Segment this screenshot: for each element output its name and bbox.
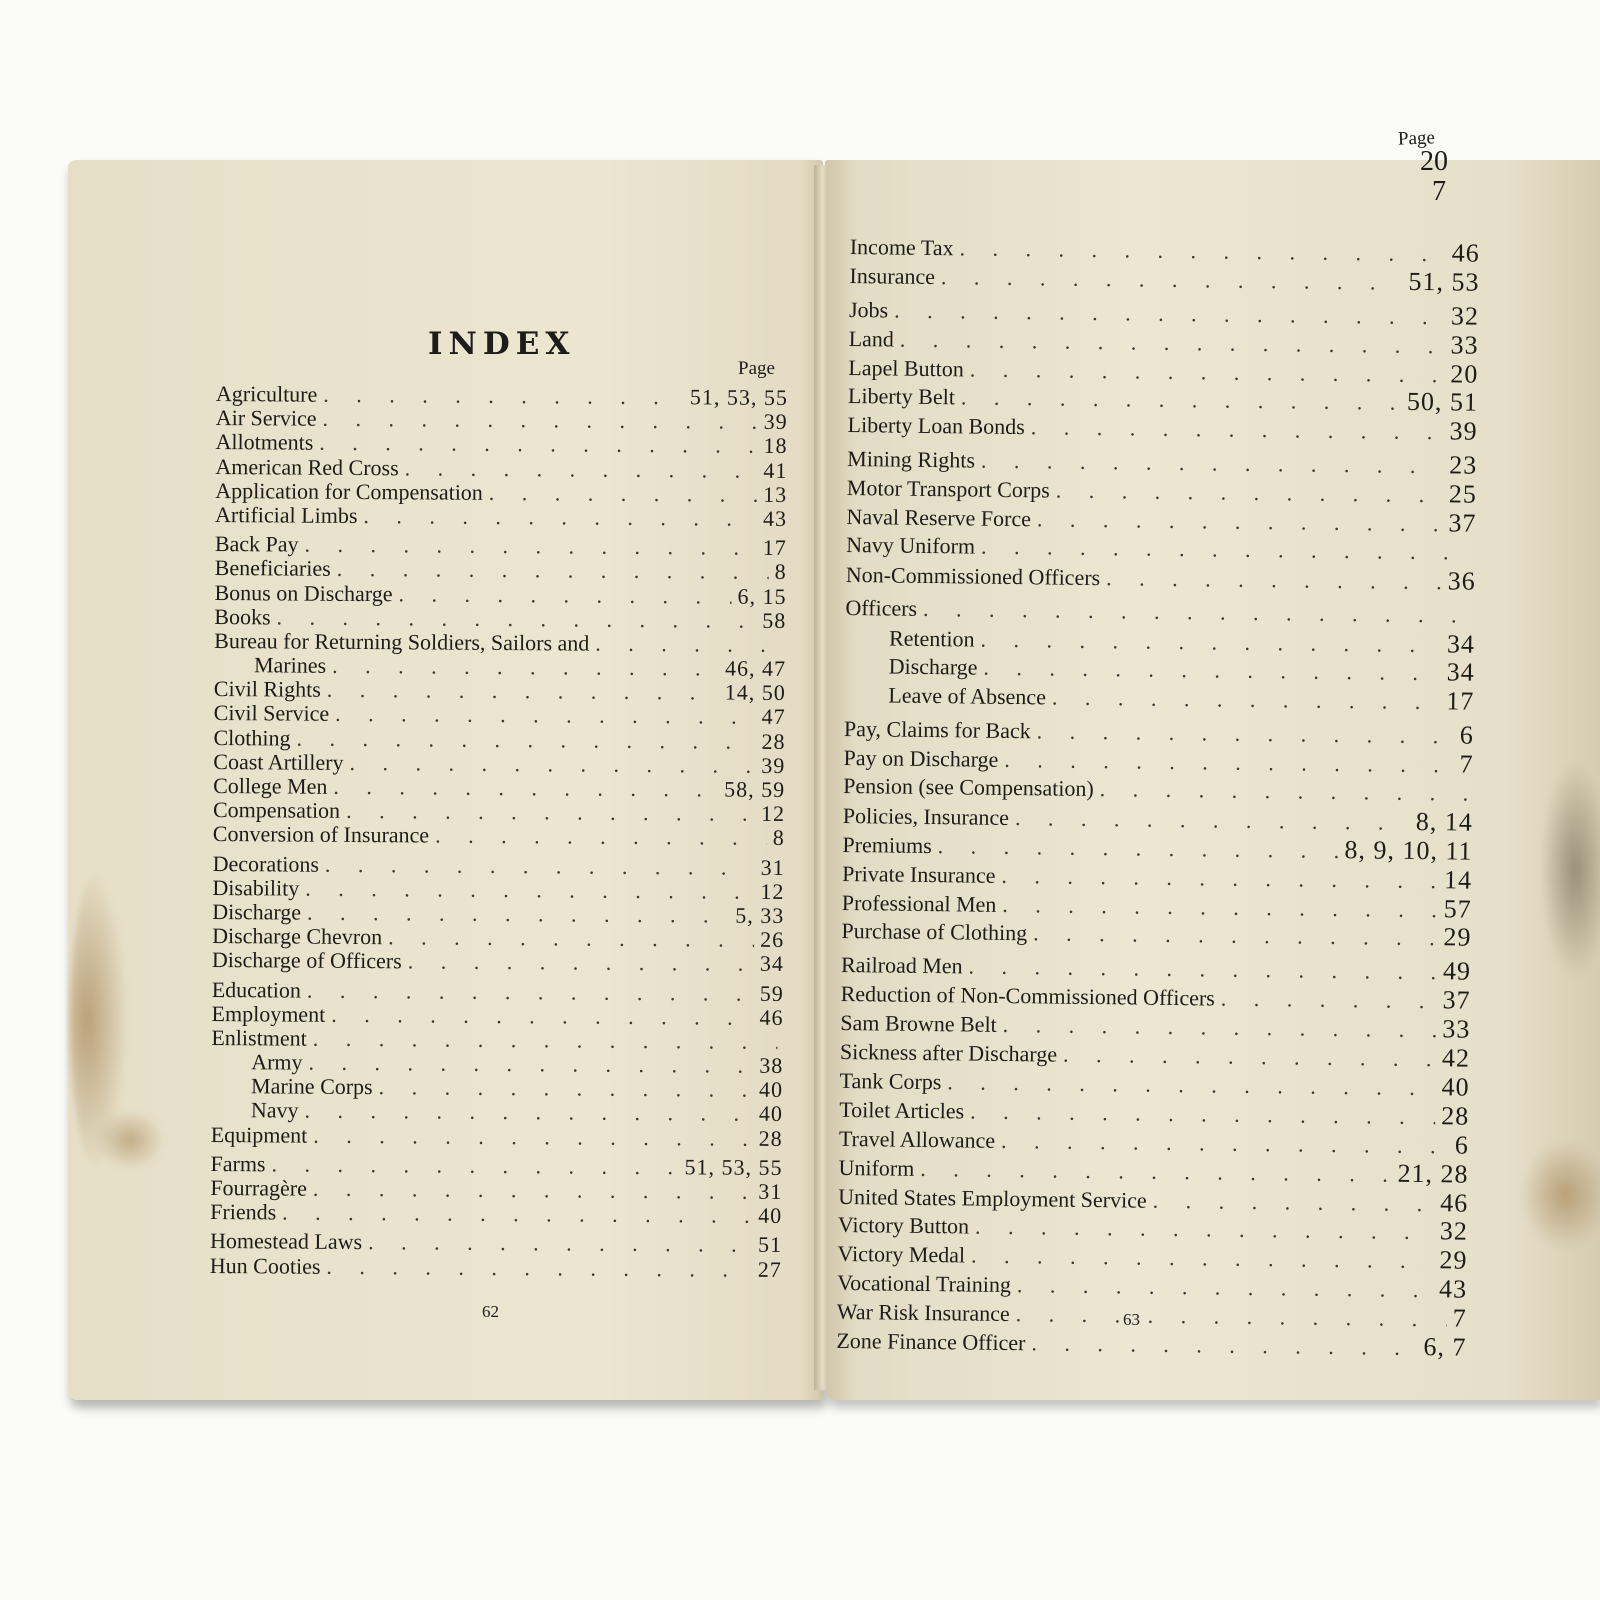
dot-leader xyxy=(1100,775,1468,807)
index-term: Bonus on Discharge xyxy=(214,579,393,606)
index-page-refs: 37 xyxy=(1448,508,1477,538)
index-term: Beneficiaries xyxy=(214,555,331,582)
dot-leader xyxy=(1052,684,1441,717)
index-term: Hun Cooties xyxy=(209,1252,321,1279)
index-term: Victory Button xyxy=(837,1212,970,1239)
dot-leader xyxy=(313,1177,753,1204)
dot-leader xyxy=(1002,891,1438,924)
index-page-refs: 6, 15 xyxy=(737,583,787,609)
index-term: Income Tax xyxy=(849,233,954,261)
index-term: Land xyxy=(848,325,895,352)
index-page-refs: 51 xyxy=(757,1232,783,1258)
dot-leader xyxy=(938,832,1339,865)
dot-leader xyxy=(323,383,684,410)
index-page-refs: 21, 28 xyxy=(1397,1158,1469,1189)
index-term: Employment xyxy=(211,1000,326,1027)
index-term: Agriculture xyxy=(215,381,318,407)
index-page-refs: 28 xyxy=(761,728,786,754)
index-page-refs: 12 xyxy=(760,801,786,827)
dot-leader xyxy=(1063,1041,1436,1074)
index-page-refs: 32 xyxy=(1439,1216,1469,1247)
index-term: Disability xyxy=(212,874,300,901)
index-term: Back Pay xyxy=(214,531,299,557)
index-page-refs: 13 xyxy=(763,481,788,507)
index-page-refs: 39 xyxy=(1449,416,1478,447)
index-term: Jobs xyxy=(848,296,889,323)
index-term: Clothing xyxy=(213,724,291,751)
index-entry xyxy=(210,1254,782,1282)
index-term: Toilet Articles xyxy=(839,1096,965,1124)
index-page-refs: 28 xyxy=(758,1125,783,1151)
dot-leader xyxy=(941,263,1403,297)
index-term: Discharge of Officers xyxy=(211,947,402,974)
index-term: Coast Artillery xyxy=(213,748,344,775)
dot-leader xyxy=(337,557,769,584)
index-term: Decorations xyxy=(212,850,320,877)
dot-leader xyxy=(1033,920,1438,953)
index-term: Mining Rights xyxy=(847,446,976,473)
index-page-refs: 27 xyxy=(757,1256,782,1282)
index-entry xyxy=(210,1200,782,1228)
index-page-refs: 20 xyxy=(1450,358,1479,389)
index-term: Liberty Loan Bonds xyxy=(847,412,1025,440)
dot-leader xyxy=(1037,718,1455,751)
dot-leader xyxy=(975,1213,1434,1247)
page-number: 63 xyxy=(1123,1310,1140,1329)
dot-leader xyxy=(1015,804,1410,837)
index-page-refs: 36 xyxy=(1447,566,1476,596)
dot-leader xyxy=(1001,1127,1449,1160)
dot-leader xyxy=(304,533,756,560)
dot-leader xyxy=(271,1152,678,1179)
dot-leader xyxy=(349,751,755,778)
dot-leader xyxy=(920,1155,1392,1189)
dot-leader xyxy=(1106,564,1442,596)
index-term: Conversion of Insurance xyxy=(212,821,430,848)
dot-leader xyxy=(1153,1186,1435,1217)
index-entry xyxy=(212,948,784,976)
index-page-refs: 41 xyxy=(763,457,788,483)
index-term: Victory Medal xyxy=(837,1241,966,1268)
index-page-refs: 57 xyxy=(1443,893,1472,924)
index-entry xyxy=(215,503,787,531)
dot-leader xyxy=(970,355,1445,389)
dot-leader xyxy=(331,1003,754,1030)
index-entry xyxy=(211,1123,783,1151)
index-page-refs: 33 xyxy=(1450,330,1479,360)
stray-page-number: 20 xyxy=(1420,146,1448,177)
index-page-refs: 46 xyxy=(1451,238,1480,268)
index-page-refs: 29 xyxy=(1439,1245,1468,1275)
index-page-refs: 39 xyxy=(763,409,788,435)
water-stain xyxy=(1520,1140,1600,1250)
dot-leader xyxy=(1017,1271,1434,1304)
dot-leader xyxy=(332,654,719,681)
dot-leader xyxy=(961,384,1401,417)
index-page-refs: 23 xyxy=(1449,450,1478,480)
index-page-refs: 8 xyxy=(772,825,785,851)
index-page-refs: 25 xyxy=(1448,479,1478,509)
index-term: Private Insurance xyxy=(842,860,996,888)
index-term: Farms xyxy=(210,1150,266,1177)
index-term: Vocational Training xyxy=(837,1270,1012,1298)
index-term: Allotments xyxy=(215,429,314,456)
index-page-refs: 46 xyxy=(759,1004,784,1030)
index-page-refs: 8, 9, 10, 11 xyxy=(1344,834,1473,866)
index-page-refs: 49 xyxy=(1442,956,1472,987)
index-page-refs: 43 xyxy=(1438,1274,1468,1304)
index-page-refs: 8 xyxy=(774,559,787,585)
index-term: Pension (see Compensation) xyxy=(843,772,1094,802)
dot-leader xyxy=(313,1027,778,1054)
dot-leader xyxy=(983,654,1441,688)
index-term: Civil Service xyxy=(213,700,330,727)
index-term: War Risk Insurance xyxy=(836,1298,1010,1327)
index-term: Railroad Men xyxy=(840,952,963,979)
index-page-refs: 28 xyxy=(1441,1101,1470,1131)
dot-leader xyxy=(398,582,731,608)
left-index-list xyxy=(210,382,788,1282)
dot-leader xyxy=(305,876,754,903)
index-term: Sam Browne Belt xyxy=(840,1010,997,1038)
index-page-refs: 8, 14 xyxy=(1415,806,1474,837)
index-term: Bureau for Returning Soldiers, Sailors and xyxy=(214,627,590,656)
index-page-refs: 46 xyxy=(1440,1187,1469,1218)
index-page-refs: 31 xyxy=(760,854,785,880)
index-term: Non-Commissioned Officers xyxy=(845,561,1101,590)
index-page-refs: 40 xyxy=(758,1202,783,1229)
index-term: Travel Allowance xyxy=(838,1125,996,1153)
dot-leader xyxy=(970,1097,1435,1131)
index-page-refs: 40 xyxy=(758,1077,784,1103)
index-page-refs: 39 xyxy=(761,752,786,778)
dot-leader xyxy=(1031,414,1444,447)
dot-leader xyxy=(307,978,754,1005)
index-term: College Men xyxy=(213,772,328,799)
dot-leader xyxy=(326,1254,752,1281)
dot-leader xyxy=(405,456,758,482)
index-page-refs: 7 xyxy=(1452,1303,1467,1333)
index-page-refs: 43 xyxy=(762,505,788,531)
index-page-refs: 47 xyxy=(761,704,786,730)
index-page-refs: 14, 50 xyxy=(724,679,786,706)
index-page-refs: 26 xyxy=(760,926,785,953)
index-term: Pay on Discharge xyxy=(843,745,999,772)
index-term: Equipment xyxy=(210,1121,308,1148)
index-term: Application for Compensation xyxy=(215,477,483,505)
dot-leader xyxy=(408,950,754,976)
dot-leader xyxy=(363,504,757,531)
index-page-refs: 58 xyxy=(762,607,787,633)
dot-leader xyxy=(968,953,1437,987)
dot-leader xyxy=(308,1051,753,1078)
index-term: Discharge xyxy=(888,653,978,681)
index-page-refs: 7 xyxy=(1459,749,1474,779)
index-term: Homestead Laws xyxy=(209,1228,363,1255)
index-page-refs: 58, 59 xyxy=(724,776,786,802)
index-page-refs: 42 xyxy=(1441,1043,1471,1073)
dot-leader xyxy=(489,481,758,507)
index-page-refs: 38 xyxy=(759,1052,784,1079)
dot-leader xyxy=(368,1230,752,1257)
index-page-refs: 12 xyxy=(760,878,785,904)
index-page-refs: 14 xyxy=(1443,865,1473,895)
index-term: Professional Men xyxy=(841,889,997,917)
index-page-refs: 17 xyxy=(1446,686,1475,717)
index-term: Policies, Insurance xyxy=(842,802,1010,830)
index-term: Discharge xyxy=(212,898,302,925)
water-stain xyxy=(95,1110,165,1170)
index-term: Uniform xyxy=(838,1154,915,1181)
index-term: Retention xyxy=(888,625,975,652)
dot-leader xyxy=(325,852,755,879)
index-term: Pay, Claims for Back xyxy=(843,716,1031,744)
index-page-refs: 17 xyxy=(762,534,787,561)
dot-leader xyxy=(335,702,756,729)
dot-leader xyxy=(1221,985,1437,1016)
dot-leader xyxy=(1001,862,1438,895)
index-page-refs: 40 xyxy=(1441,1072,1470,1102)
index-term: Fourragère xyxy=(210,1174,307,1201)
index-term: Army xyxy=(251,1049,303,1075)
dot-leader xyxy=(1003,1011,1437,1044)
index-term: Civil Rights xyxy=(213,676,321,702)
dot-leader xyxy=(319,431,757,458)
dot-leader xyxy=(327,678,719,705)
page-column-header: Page xyxy=(738,358,775,379)
index-term: Reduction of Non-Commissioned Officers xyxy=(840,981,1215,1011)
index-page-refs: 37 xyxy=(1442,985,1471,1015)
index-page-refs: 31 xyxy=(758,1178,783,1204)
index-term: Marine Corps xyxy=(250,1073,373,1100)
dot-leader xyxy=(1016,1300,1447,1333)
dot-leader xyxy=(282,1201,752,1228)
index-term: Navy xyxy=(250,1097,299,1124)
dot-leader xyxy=(1031,1329,1417,1362)
index-page-refs: 5, 33 xyxy=(735,902,785,928)
dot-leader xyxy=(296,726,755,753)
index-term: Marines xyxy=(253,652,327,678)
dot-leader xyxy=(379,1075,754,1102)
index-term: Insurance xyxy=(849,262,936,289)
dot-leader xyxy=(333,775,718,802)
dot-leader xyxy=(981,447,1444,481)
index-page-refs: 59 xyxy=(759,980,784,1006)
dot-leader xyxy=(304,1099,753,1126)
index-term: Discharge Chevron xyxy=(212,923,383,950)
index-term: United States Employment Service xyxy=(838,1183,1147,1213)
index-title: INDEX xyxy=(428,326,576,362)
stray-page-number: 7 xyxy=(1432,176,1446,207)
dot-leader xyxy=(1056,477,1443,510)
index-page-refs: 29 xyxy=(1443,922,1472,953)
dot-leader xyxy=(595,632,780,657)
book-gutter xyxy=(814,165,828,1390)
index-term: Artificial Limbs xyxy=(214,501,358,528)
index-page-refs: 34 xyxy=(1446,628,1476,659)
index-term: Air Service xyxy=(215,405,317,431)
index-term: Enlistment xyxy=(211,1024,307,1051)
index-page-refs: 6 xyxy=(1454,1130,1470,1160)
index-term: Lapel Button xyxy=(848,354,964,381)
index-page-refs: 33 xyxy=(1442,1014,1471,1044)
index-page-refs: 32 xyxy=(1450,301,1480,331)
dot-leader xyxy=(388,925,754,952)
index-term: Education xyxy=(211,976,302,1003)
dot-leader xyxy=(971,1242,1434,1276)
index-page-refs: 50, 51 xyxy=(1406,387,1479,418)
index-term: Navy Uniform xyxy=(846,531,976,559)
right-index-list xyxy=(836,232,1480,1362)
index-term: Sickness after Discharge xyxy=(839,1038,1058,1067)
index-page-refs: 46, 47 xyxy=(724,655,787,682)
index-term: Purchase of Clothing xyxy=(841,918,1028,946)
page-number: 62 xyxy=(482,1302,499,1321)
index-term: Leave of Absence xyxy=(888,682,1047,710)
index-term: Tank Corps xyxy=(839,1067,942,1095)
index-term: Premiums xyxy=(842,831,932,858)
index-term: Motor Transport Corps xyxy=(846,475,1050,503)
dot-leader xyxy=(981,533,1470,567)
dot-leader xyxy=(322,407,757,434)
index-term: Liberty Belt xyxy=(847,383,956,410)
index-term: Books xyxy=(214,603,271,630)
index-page-refs: 6 xyxy=(1459,720,1475,750)
index-page-refs: 18 xyxy=(763,433,788,459)
index-page-refs: 34 xyxy=(1446,657,1475,688)
index-page-refs: 6, 7 xyxy=(1423,1332,1467,1362)
index-term: American Red Cross xyxy=(215,453,399,480)
index-term: Zone Finance Officer xyxy=(836,1327,1026,1356)
index-page-refs: 34 xyxy=(759,951,785,977)
index-page-refs: 51, 53, 55 xyxy=(684,1154,783,1180)
index-term: Officers xyxy=(845,594,918,621)
index-page-refs: 40 xyxy=(758,1101,783,1127)
dot-leader xyxy=(980,625,1441,659)
dot-leader xyxy=(435,824,767,850)
index-page-refs: 51, 53 xyxy=(1408,266,1480,297)
index-term: Compensation xyxy=(212,797,341,824)
page-column-header: Page xyxy=(1397,127,1436,150)
index-term: Friends xyxy=(210,1199,277,1225)
dot-leader xyxy=(313,1123,753,1150)
index-page-refs: 51, 53, 55 xyxy=(689,384,788,410)
index-term: Naval Reserve Force xyxy=(846,503,1032,532)
index-entry xyxy=(213,822,785,850)
